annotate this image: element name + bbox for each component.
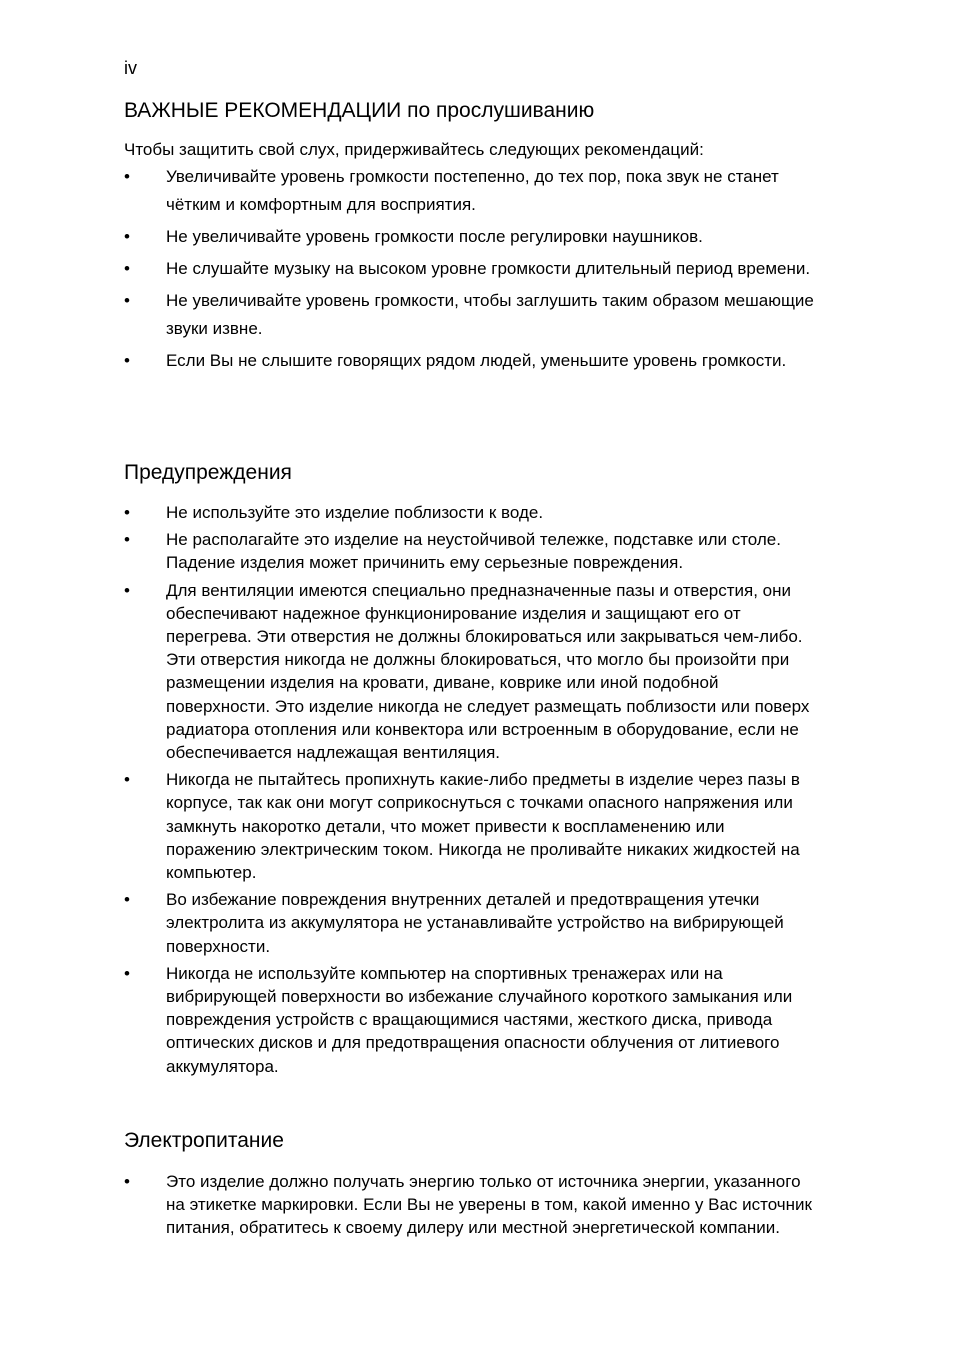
bullet-icon: •	[124, 580, 130, 600]
bullet-icon: •	[124, 530, 130, 550]
list-item-text: Если Вы не слышите говорящих рядом людей, уменьшите уровень громкости.	[166, 351, 787, 370]
bullet-icon: •	[124, 963, 130, 983]
listening-list	[124, 163, 814, 379]
bullet-icon: •	[124, 1172, 130, 1191]
power-list	[124, 1170, 814, 1244]
list-item	[124, 1170, 814, 1240]
bullet-icon: •	[124, 770, 130, 790]
list-item	[124, 287, 814, 343]
list-item-text: Не увеличивайте уровень громкости после регулировки наушников.	[166, 227, 703, 246]
list-item	[124, 962, 814, 1078]
list-item	[124, 163, 814, 219]
bullet-icon: •	[124, 503, 130, 522]
bullet-icon: •	[124, 291, 130, 310]
bullet-icon: •	[124, 890, 130, 910]
list-item	[124, 255, 814, 283]
list-item-text: Это изделие должно получать энергию только от источника энергии, указанного на этикетке маркировки. Если Вы не уверены в том, какой именно у Вас источник питания, обратитесь к своему дилеру или местной энергетической компании.	[166, 1172, 812, 1238]
listening-heading: ВАЖНЫЕ РЕКОМЕНДАЦИИ по прослушиванию	[124, 99, 595, 122]
listening-intro: Чтобы защитить свой слух, придерживайтесь следующих рекомендаций:	[124, 140, 704, 159]
list-item-text: Не слушайте музыку на высоком уровне громкости длительный период времени.	[166, 259, 811, 278]
list-item-text: Не используйте это изделие поблизости к воде.	[166, 503, 544, 522]
bullet-icon: •	[124, 259, 130, 278]
list-item	[124, 579, 814, 765]
list-item	[124, 528, 814, 574]
bullet-icon: •	[124, 227, 130, 246]
list-item-text: Не располагайте это изделие на неустойчивой тележке, подставке или столе. Падение изделия может причинить ему серьезные повреждения.	[166, 530, 781, 573]
list-item	[124, 768, 814, 884]
list-item-text: Не увеличивайте уровень громкости, чтобы заглушить таким образом мешающие звуки извне.	[166, 291, 814, 338]
power-heading: Электропитание	[124, 1129, 284, 1152]
page-number: iv	[124, 58, 137, 78]
list-item	[124, 888, 814, 958]
warnings-heading: Предупреждения	[124, 461, 292, 484]
list-item-text: Никогда не используйте компьютер на спортивных тренажерах или на вибрирующей поверхности во избежание случайного короткого замыкания или повреждения устройств с вращающимися частями, жесткого диска, привода оптических дисков и для предотвращения опасности облучения от литиевого аккумулятора.	[166, 963, 793, 1076]
bullet-icon: •	[124, 167, 130, 186]
warnings-list	[124, 501, 814, 1082]
list-item-text: Во избежание повреждения внутренних деталей и предотвращения утечки электролита из аккумулятора не устанавливайте устройство на вибрирующей поверхности.	[166, 890, 784, 956]
list-item	[124, 501, 814, 524]
list-item	[124, 347, 814, 375]
list-item	[124, 223, 814, 251]
list-item-text: Никогда не пытайтесь пропихнуть какие-либо предметы в изделие через пазы в корпусе, так как они могут соприкоснуться с точками опасного напряжения или замкнуть накоротко детали, что может привести к воспламенению или поражению электрическим током. Никогда не проливайте никаких жидкостей на компьютер.	[166, 770, 800, 883]
list-item-text: Для вентиляции имеются специально предназначенные пазы и отверстия, они обеспечивают надежное функционирование изделия и защищают его от перегрева. Эти отверстия не должны блокироваться или закрываться чем-либо. Эти отверстия никогда не должны блокироваться, что могло бы произойти при размещении изделия на кровати, диване, коврике или иной подобной поверхности. Это изделие никогда не следует размещать поблизости или поверх радиатора отопления или конвектора или встроенным в оборудование, если не обеспечивается надлежащая вентиляция.	[166, 580, 810, 763]
bullet-icon: •	[124, 351, 130, 370]
list-item-text: Увеличивайте уровень громкости постепенно, до тех пор, пока звук не станет чётким и комфортным для восприятия.	[166, 167, 779, 214]
